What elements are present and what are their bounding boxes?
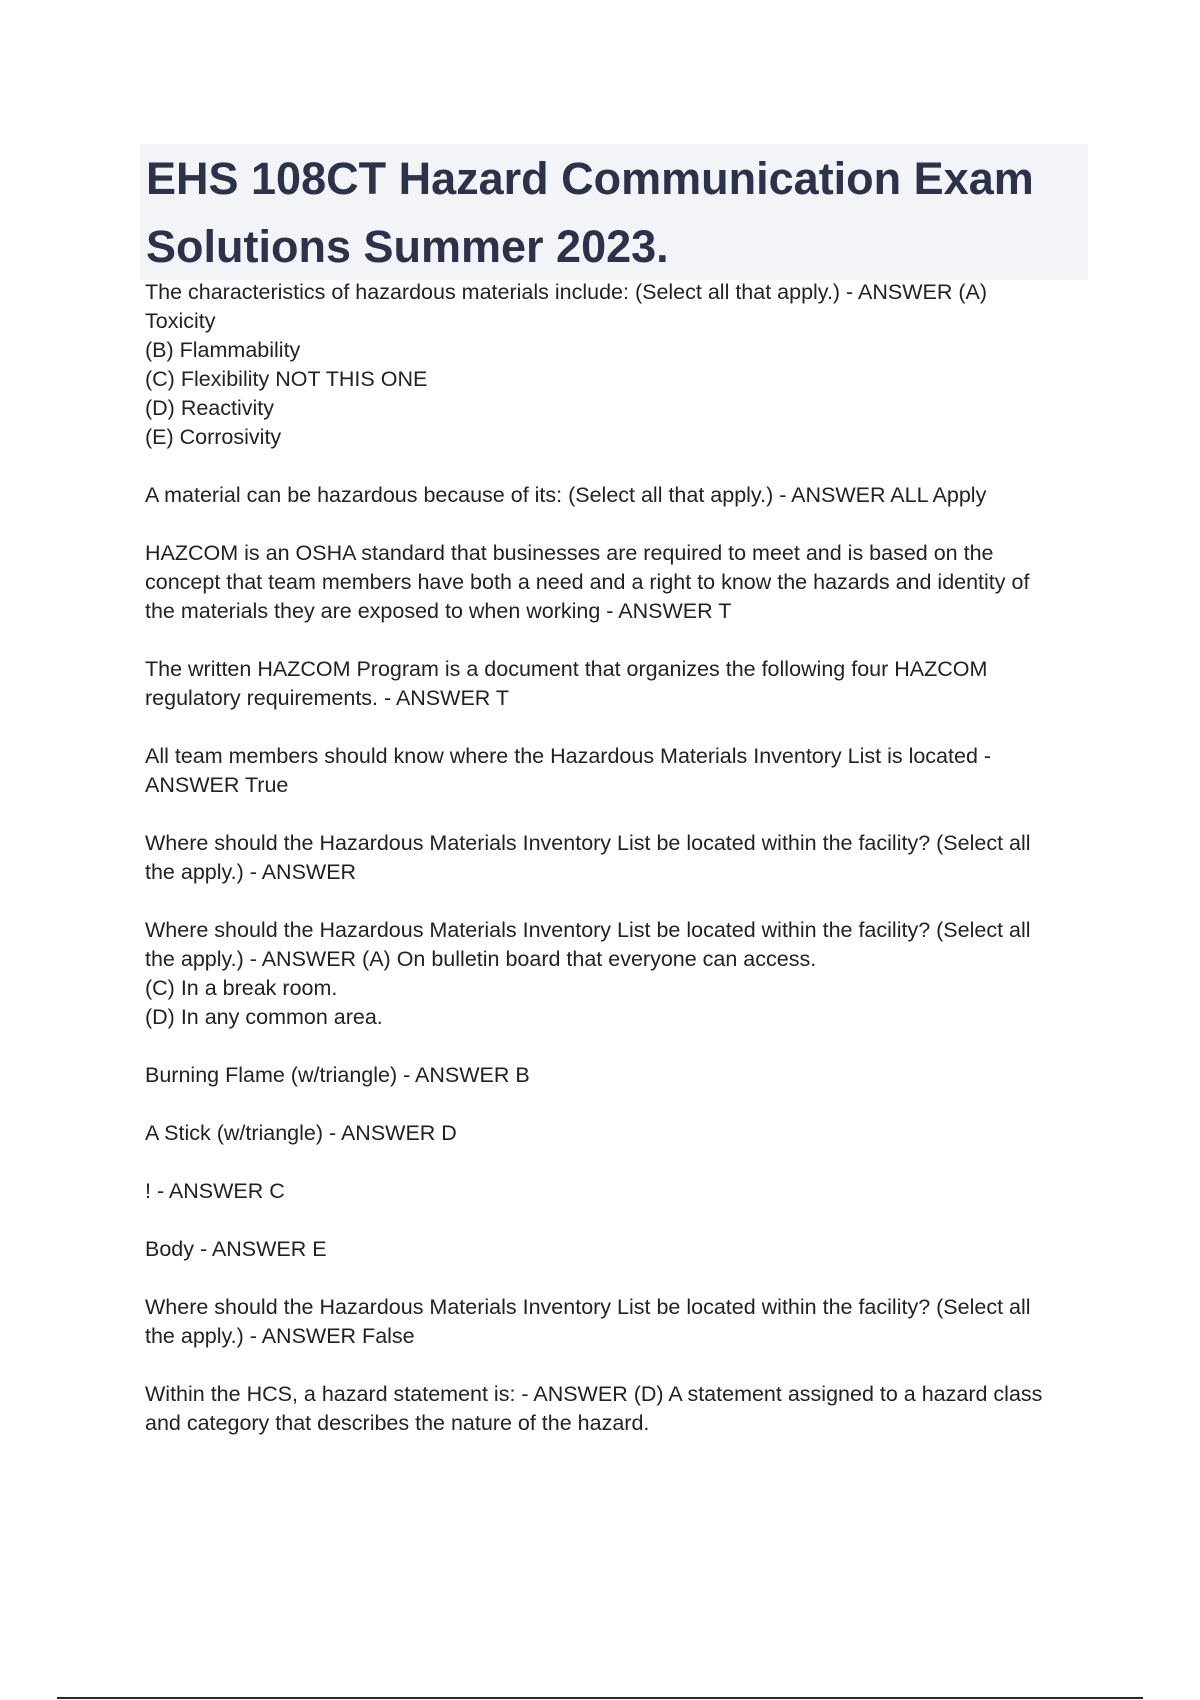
qa-text-line: A Stick (w/triangle) - ANSWER D	[145, 1121, 457, 1145]
footer-divider	[57, 1697, 1143, 1699]
qa-item	[145, 829, 1095, 887]
qa-item	[145, 742, 1095, 800]
qa-item	[145, 655, 1095, 713]
qa-item	[145, 481, 1095, 510]
qa-text-line: ANSWER True	[145, 773, 289, 797]
qa-item	[145, 1293, 1095, 1351]
qa-item	[145, 278, 1095, 452]
qa-text-line: the materials they are exposed to when working - ANSWER T	[145, 599, 732, 623]
qa-item	[145, 916, 1095, 1032]
qa-text-line: Toxicity	[145, 309, 216, 333]
qa-text-line: The written HAZCOM Program is a document that organizes the following four HAZCOM	[145, 657, 988, 681]
qa-text-line: regulatory requirements. - ANSWER T	[145, 686, 510, 710]
qa-text-line: Where should the Hazardous Materials Inventory List be located within the facility? (Select all	[145, 918, 1031, 942]
qa-text-line: Body - ANSWER E	[145, 1237, 327, 1261]
qa-text-line: Burning Flame (w/triangle) - ANSWER B	[145, 1063, 530, 1087]
qa-item	[145, 1235, 1095, 1264]
qa-list	[145, 278, 1095, 1467]
document-title-line-1: EHS 108CT Hazard Communication Exam	[146, 153, 1034, 204]
document-title-line-2: Solutions Summer 2023.	[146, 221, 669, 272]
qa-text-line: ! - ANSWER C	[145, 1179, 285, 1203]
qa-text-line: All team members should know where the Hazardous Materials Inventory List is located -	[145, 744, 992, 768]
qa-text-line: Where should the Hazardous Materials Inventory List be located within the facility? (Select all	[145, 1295, 1031, 1319]
qa-text-line: and category that describes the nature of the hazard.	[145, 1411, 650, 1435]
qa-text-line: (D) In any common area.	[145, 1005, 383, 1029]
qa-text-line: (C) Flexibility NOT THIS ONE	[145, 367, 428, 391]
qa-text-line: HAZCOM is an OSHA standard that businesses are required to meet and is based on the	[145, 541, 994, 565]
qa-text-line: (D) Reactivity	[145, 396, 275, 420]
qa-item	[145, 1119, 1095, 1148]
qa-text-line: the apply.) - ANSWER (A) On bulletin board that everyone can access.	[145, 947, 817, 971]
qa-text-line: (C) In a break room.	[145, 976, 338, 1000]
qa-text-line: the apply.) - ANSWER	[145, 860, 357, 884]
qa-text-line: concept that team members have both a need and a right to know the hazards and identity of	[145, 570, 1030, 594]
qa-item	[145, 1380, 1095, 1438]
qa-text-line: The characteristics of hazardous materials include: (Select all that apply.) - ANSWER (A)	[145, 280, 988, 304]
qa-text-line: (B) Flammability	[145, 338, 301, 362]
qa-item	[145, 1061, 1095, 1090]
qa-text-line: A material can be hazardous because of its: (Select all that apply.) - ANSWER ALL Apply	[145, 483, 987, 507]
qa-text-line: Within the HCS, a hazard statement is: - ANSWER (D) A statement assigned to a hazard class	[145, 1382, 1043, 1406]
qa-text-line: the apply.) - ANSWER False	[145, 1324, 415, 1348]
qa-text-line: (E) Corrosivity	[145, 425, 282, 449]
title-block	[140, 144, 1088, 280]
qa-text-line: Where should the Hazardous Materials Inventory List be located within the facility? (Select all	[145, 831, 1031, 855]
qa-item	[145, 539, 1095, 626]
qa-item	[145, 1177, 1095, 1206]
